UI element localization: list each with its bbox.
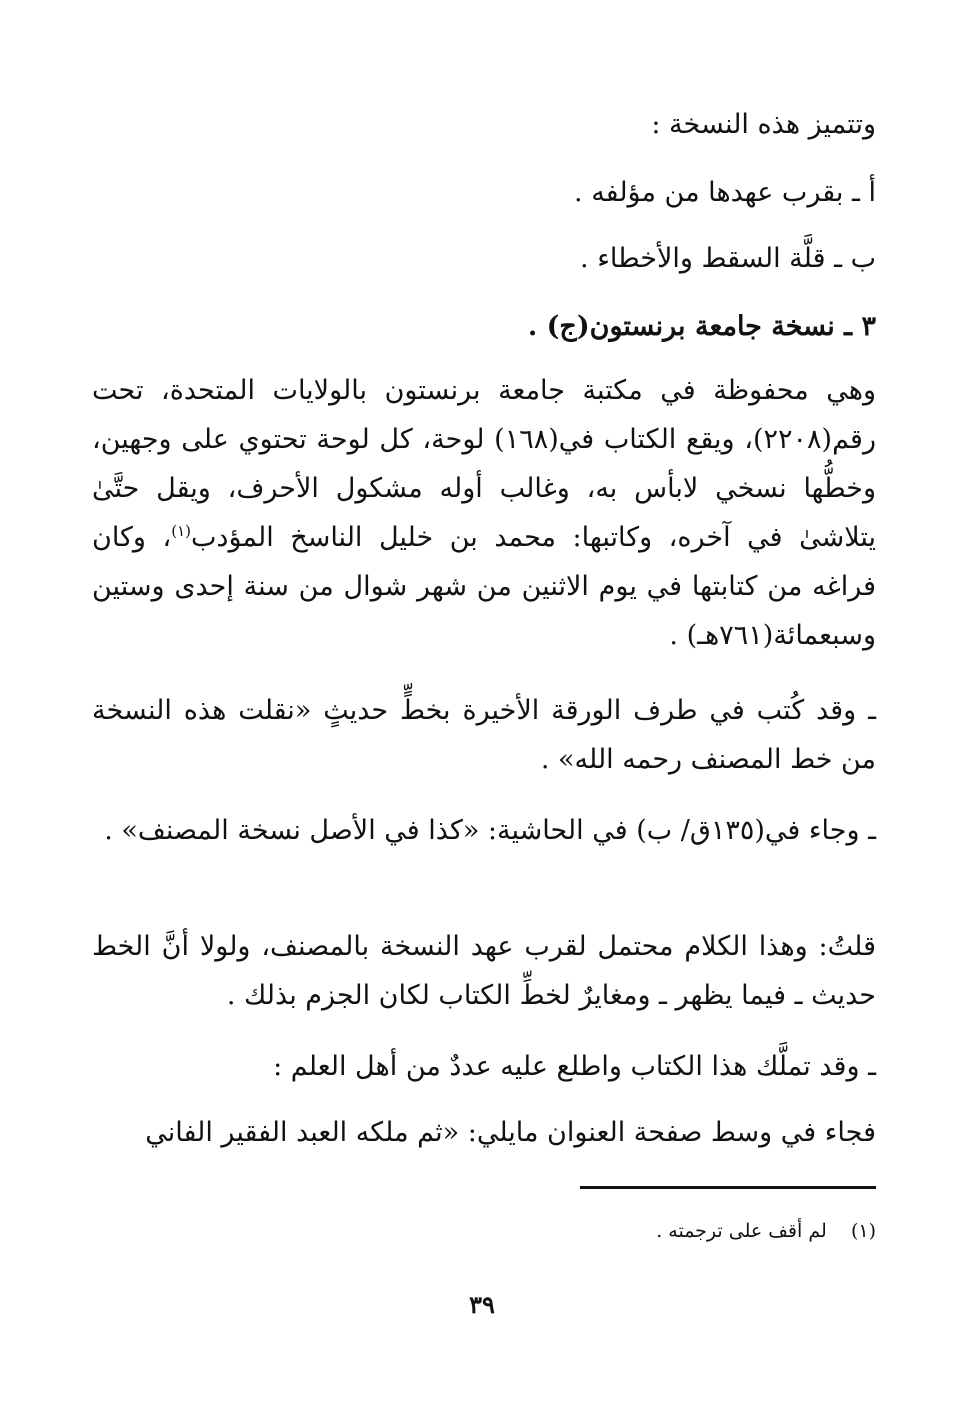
footnote-divider [580, 1186, 876, 1189]
section-heading: ٣ ـ نسخة جامعة برنستون(ج) . [527, 311, 876, 342]
footnote-text: لم أقف على ترجمته . [656, 1220, 827, 1242]
author-comment-paragraph: قلتُ: وهذا الكلام محتمل لقرب عهد النسخة بالمصنف، ولولا أنَّ الخط حديث ـ فيما يظهر ـ ومغايرٌ لخطِّ الكتاب لكان الجزم بذلك . [92, 931, 876, 1011]
note-paragraph-latest-page: ـ وقد كُتب في طرف الورقة الأخيرة بخطٍّ حديثٍ «نقلت هذه النسخة من خط المصنف رحمه الله» . [92, 695, 876, 775]
list-item-b: ب ـ قلَّة السقط والأخطاء . [580, 243, 876, 274]
footnote-number: (١) [850, 1220, 876, 1242]
title-page-paragraph: فجاء في وسط صفحة العنوان مايلي: «ثم ملكه العبد الفقير الفاني [145, 1117, 876, 1148]
footnote-reference: (١) [171, 522, 191, 540]
paragraph-text-part1: وهي محفوظة في مكتبة جامعة برنستون بالولايات المتحدة، تحت رقم(٢٢٠٨)، ويقع الكتاب في(١٦٨) لوحة، كل لوحة تحتوي على وجهين، وخطُّها نسخي لابأس به، وغالب أوله مشكول الأحرف، ويقل حتَّىٰ يتلاشىٰ في آخره، وكاتبها: محمد بن خليل الناسخ المؤدب [92, 375, 876, 553]
paragraph-text-part2: ، وكان فراغه من كتابتها في يوم الاثنين من شهر شوال من سنة إحدى وستين وسبعمائة(٧٦١هـ) . [92, 522, 876, 651]
note-paragraph-margin: ـ وجاء في(١٣٥ق/ ب) في الحاشية: «كذا في الأصل نسخة المصنف» . [104, 815, 876, 846]
list-item-a: أ ـ بقرب عهدها من مؤلفه . [574, 177, 876, 208]
manuscript-description-paragraph [92, 366, 876, 660]
ownership-paragraph: ـ وقد تملَّك هذا الكتاب واطلع عليه عددٌ من أهل العلم : [273, 1051, 876, 1082]
intro-line: وتتميز هذه النسخة : [651, 109, 876, 140]
footnote [580, 1217, 876, 1245]
page-number: ٣٩ [469, 1290, 495, 1319]
